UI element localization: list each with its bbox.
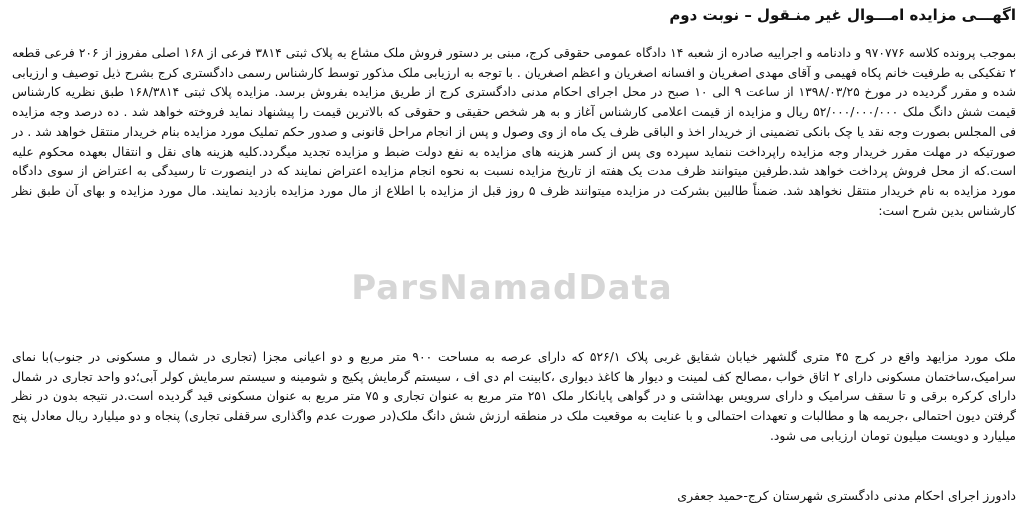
notice-signature: دادورز اجرای احکام مدنی دادگستری شهرستان کرج-حمید جعفری bbox=[677, 488, 1016, 503]
notice-heading: اگهـــی مزایده امـــوال غیر منـقول – نوبت دوم bbox=[669, 6, 1016, 24]
watermark-text: ParsNamadData bbox=[351, 268, 673, 308]
notice-paragraph-property: ملک مورد مزایهد واقع در کرج ۴۵ متری گلشهر خیابان شقایق غربی پلاک ۵۲۶/۱ که دارای عرصه به مساحت ۹۰۰ متر مربع و دو اعیانی مجزا (تجاری در شمال و مسکونی در جنوب)با نمای سرامیک،ساختمان مسکونی دارای ۲ اتاق خواب ،مصالح کف لمینت و دیوار ها کاغذ دیواری ،کابینت ام دی اف ، سیستم گرمایش پکیج و شومینه و سیستم سرمایش کولر آبی؛دو واحد تجاری در شمال دارای کرکره برقی و تا سقف سرامیک و دارای سرویس بهداشتی و در گواهی پایانکار ملک ۲۵۱ متر مربع به عنوان تجاری و ۷۵ متر مربع به عنوان مسکونی قید گردیده است.در نتیجه بدون در نظر گرفتن دیون احتمالی ،جریمه ها و مطالبات و تعهدات احتمالی و با عنایت به موقعیت ملک در منطقه ارزش شش دانگ ملک(در صورت عدم واگذاری سرقفلی تجاری) پنجاه و دو میلیارد ریال معادل پنج میلیارد و دویست میلیون تومان ارزیابی می شود. bbox=[12, 350, 1016, 443]
notice-paragraph-terms: بموجب پرونده کلاسه ۹۷۰۷۷۶ و دادنامه و اجراییه صادره از شعبه ۱۴ دادگاه عمومی حقوقی کرج، مبنی بر دستور فروش ملک مشاع به پلاک ثبتی ۳۸۱۴ فرعی از ۱۶۸ اصلی مفروز از ۲۰۶ فرعی قطعه ۲ تفکیکی به طرفیت خانم پکاه فهیمی و آقای مهدی اصغریان و افسانه اصغریان و اعظم اصغریان . با توجه به ارزیابی ملک مذکور توسط کارشناس رسمی دادگستری کرج بشرح ذیل توصیف و ارزیابی شده و مقرر گردیده در مورخ ۱۳۹۸/۰۳/۲۵ از ساعت ۹ الی ۱۰ صبح در محل اجرای احکام مدنی دادگستری کرج از طریق مزایده بفروش برسد. مزایده پلاک ثبتی ۱۶۸/۳۸۱۴ طبق نظریه کارشناس قیمت شش دانگ ملک ۵۲/۰۰۰/۰۰۰/۰۰۰ ریال و مزایده از قیمت اعلامی کارشناس آغاز و به هر شخص حقیقی و حقوقی که بالاترین قیمت را پیشنهاد نماید فروخته خواهد شد . ده درصد وجه مزایده فی المجلس بصورت وجه نقد یا چک بانکی تضمینی از خریدار اخذ و الباقی ظرف یک ماه از وی وصول و پس از انجام مراحل قانونی و صدور حکم تملیک مورد مزایده بنام خریدار منتقل خواهد شد . در صورتیکه در مهلت مقرر خریدار وجه مزایده راپرداخت ننماید سپرده وی پس از کسر هزینه های مزایده به نفع دولت ضبط و مزایده تجدید میگردد.کلیه هزینه های نقل و انتقال بعهده محکوم علیه است.که از محل فروش پرداخت خواهد شد.طرفین میتوانند ظرف مدت یک هفته از تاریخ مزایده نسبت به نحوه انجام مزایده اعتراض نمایند که در اینصورت تا رسیدگی به اعتراض از سوی دادگاه مورد مزایده به نام خریدار منتقل نخواهد شد. ضمناً طالبین بشرکت در مزایده میتوانند ظرف ۵ روز قبل از مزایده با اطلاع از مال مورد مزایده بازدید نمایند. مال مورد مزایده و بهای آن طبق نظر کارشناس بدین شرح است: bbox=[12, 46, 1017, 218]
